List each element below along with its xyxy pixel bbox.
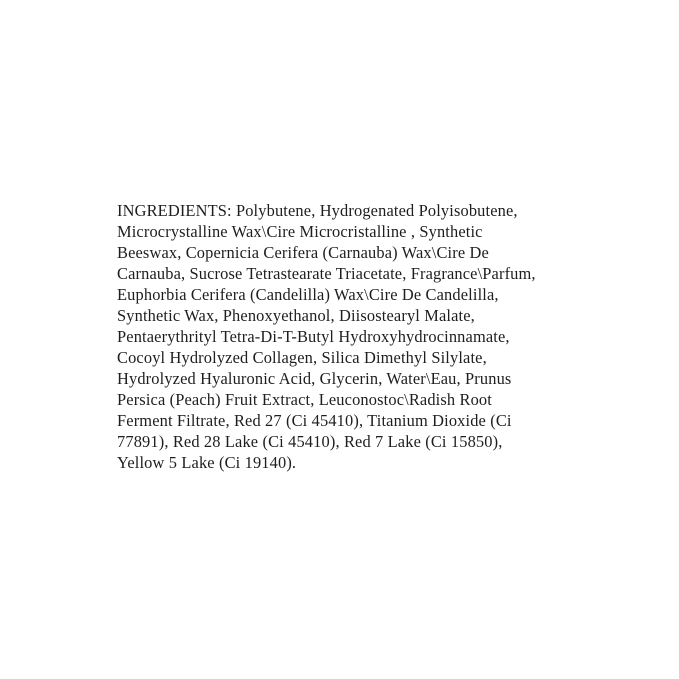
ingredients-line: Persica (Peach) Fruit Extract, Leuconostoc\Radish Root [117, 390, 492, 409]
ingredients-line: Beeswax, Copernicia Cerifera (Carnauba) Wax\Cire De [117, 243, 489, 262]
ingredients-line: Ferment Filtrate, Red 27 (Ci 45410), Titanium Dioxide (Ci [117, 411, 512, 430]
ingredients-line: Pentaerythrityl Tetra-Di-T-Butyl Hydroxyhydrocinnamate, [117, 327, 510, 346]
ingredients-line: Euphorbia Cerifera (Candelilla) Wax\Cire De Candelilla, [117, 285, 499, 304]
ingredients-line: Carnauba, Sucrose Tetrastearate Triacetate, Fragrance\Parfum, [117, 264, 536, 283]
ingredients-line: Synthetic Wax, Phenoxyethanol, Diisostearyl Malate, [117, 306, 475, 325]
ingredients-line: INGREDIENTS: Polybutene, Hydrogenated Polyisobutene, [117, 201, 518, 220]
ingredients-line: Yellow 5 Lake (Ci 19140). [117, 453, 297, 472]
ingredients-line: Microcrystalline Wax\Cire Microcristalline , Synthetic [117, 222, 483, 241]
ingredients-text-block [117, 200, 587, 473]
ingredients-line: Cocoyl Hydrolyzed Collagen, Silica Dimethyl Silylate, [117, 348, 487, 367]
ingredients-line: 77891), Red 28 Lake (Ci 45410), Red 7 Lake (Ci 15850), [117, 432, 503, 451]
ingredients-line: Hydrolyzed Hyaluronic Acid, Glycerin, Water\Eau, Prunus [117, 369, 512, 388]
